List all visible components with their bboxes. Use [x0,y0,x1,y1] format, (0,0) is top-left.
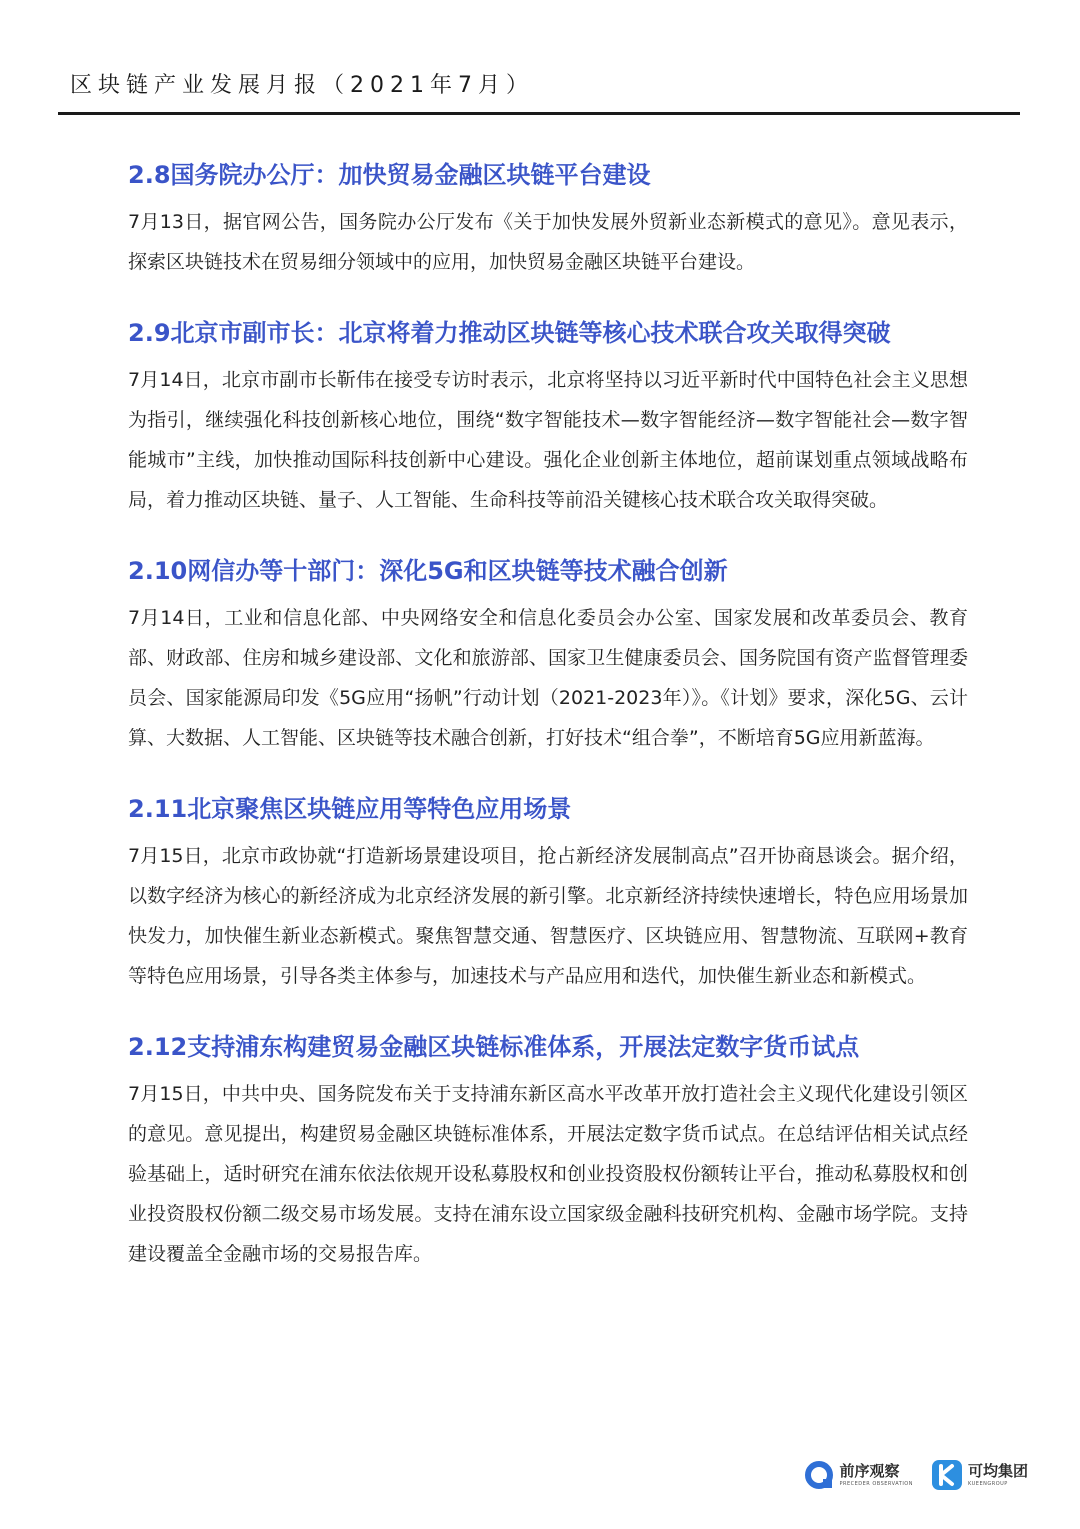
qianxu-logo-name: 前序观察 [839,1461,900,1480]
header-divider [58,112,1020,115]
section-2-8 [128,158,968,282]
qianxu-logo-sub: PRECEDER OBSERVATION [839,1480,913,1487]
qianxu-logo-icon [804,1460,834,1490]
section-2-10 [128,554,968,758]
footer-logos [804,1459,1028,1491]
kejun-logo-sub: KUEENGROUP [967,1480,1008,1487]
qianxu-logo [804,1460,913,1490]
section-title: 2.9北京市副市长：北京将着力推动区块链等核心技术联合攻关取得突破 [128,319,891,347]
main-content [128,158,968,1308]
kejun-logo-name: 可均集团 [967,1461,1028,1480]
section-body: 7月14日，工业和信息化部、中央网络安全和信息化委员会办公室、国家发展和改革委员会、教育部、财政部、住房和城乡建设部、文化和旅游部、国家卫生健康委员会、国务院国有资产监督管理委员会、国家能源局印发《5G应用“扬帆”行动计划（2021-2023年）》。《计划》要求，深化5G、云计算、大数据、人工智能、区块链等技术融合创新，打好技术“组合拳”，不断培育5G应用新蓝海。 [128,607,968,749]
section-title: 2.8国务院办公厅：加快贸易金融区块链平台建设 [128,161,651,189]
section-title: 2.10网信办等十部门：深化5G和区块链等技术融合创新 [128,557,728,585]
section-title: 2.12支持浦东构建贸易金融区块链标准体系，开展法定数字货币试点 [128,1033,860,1061]
kejun-logo [931,1459,1028,1491]
section-title: 2.11北京聚焦区块链应用等特色应用场景 [128,795,572,823]
section-2-12 [128,1030,968,1274]
section-body: 7月15日，中共中央、国务院发布关于支持浦东新区高水平改革开放打造社会主义现代化建设引领区的意见。意见提出，构建贸易金融区块链标准体系，开展法定数字货币试点。在总结评估相关试点经验基础上，适时研究在浦东依法依规开设私募股权和创业投资股权份额转让平台，推动私募股权和创业投资股权份额二级交易市场发展。支持在浦东设立国家级金融科技研究机构、金融市场学院。支持建设覆盖全金融市场的交易报告库。 [128,1083,968,1265]
section-body: 7月13日，据官网公告，国务院办公厅发布《关于加快发展外贸新业态新模式的意见》。意见表示，探索区块链技术在贸易细分领域中的应用，加快贸易金融区块链平台建设。 [128,211,968,273]
section-2-11 [128,792,968,996]
section-body: 7月15日，北京市政协就“打造新场景建设项目，抢占新经济发展制高点”召开协商恳谈会。据介绍，以数字经济为核心的新经济成为北京经济发展的新引擎。北京新经济持续快速增长，特色应用场景加快发力，加快催生新业态新模式。聚焦智慧交通、智慧医疗、区块链应用、智慧物流、互联网+教育等特色应用场景，引导各类主体参与，加速技术与产品应用和迭代，加快催生新业态和新模式。 [128,845,968,987]
page-header: 区块链产业发展月报（2021年7月） [70,73,534,98]
section-2-9 [128,316,968,520]
kejun-logo-icon [931,1459,963,1491]
section-body: 7月14日，北京市副市长靳伟在接受专访时表示，北京将坚持以习近平新时代中国特色社会主义思想为指引，继续强化科技创新核心地位，围绕“数字智能技术—数字智能经济—数字智能社会—数字智能城市”主线，加快推动国际科技创新中心建设。强化企业创新主体地位，超前谋划重点领域战略布局，着力推动区块链、量子、人工智能、生命科技等前沿关键核心技术联合攻关取得突破。 [128,369,968,511]
